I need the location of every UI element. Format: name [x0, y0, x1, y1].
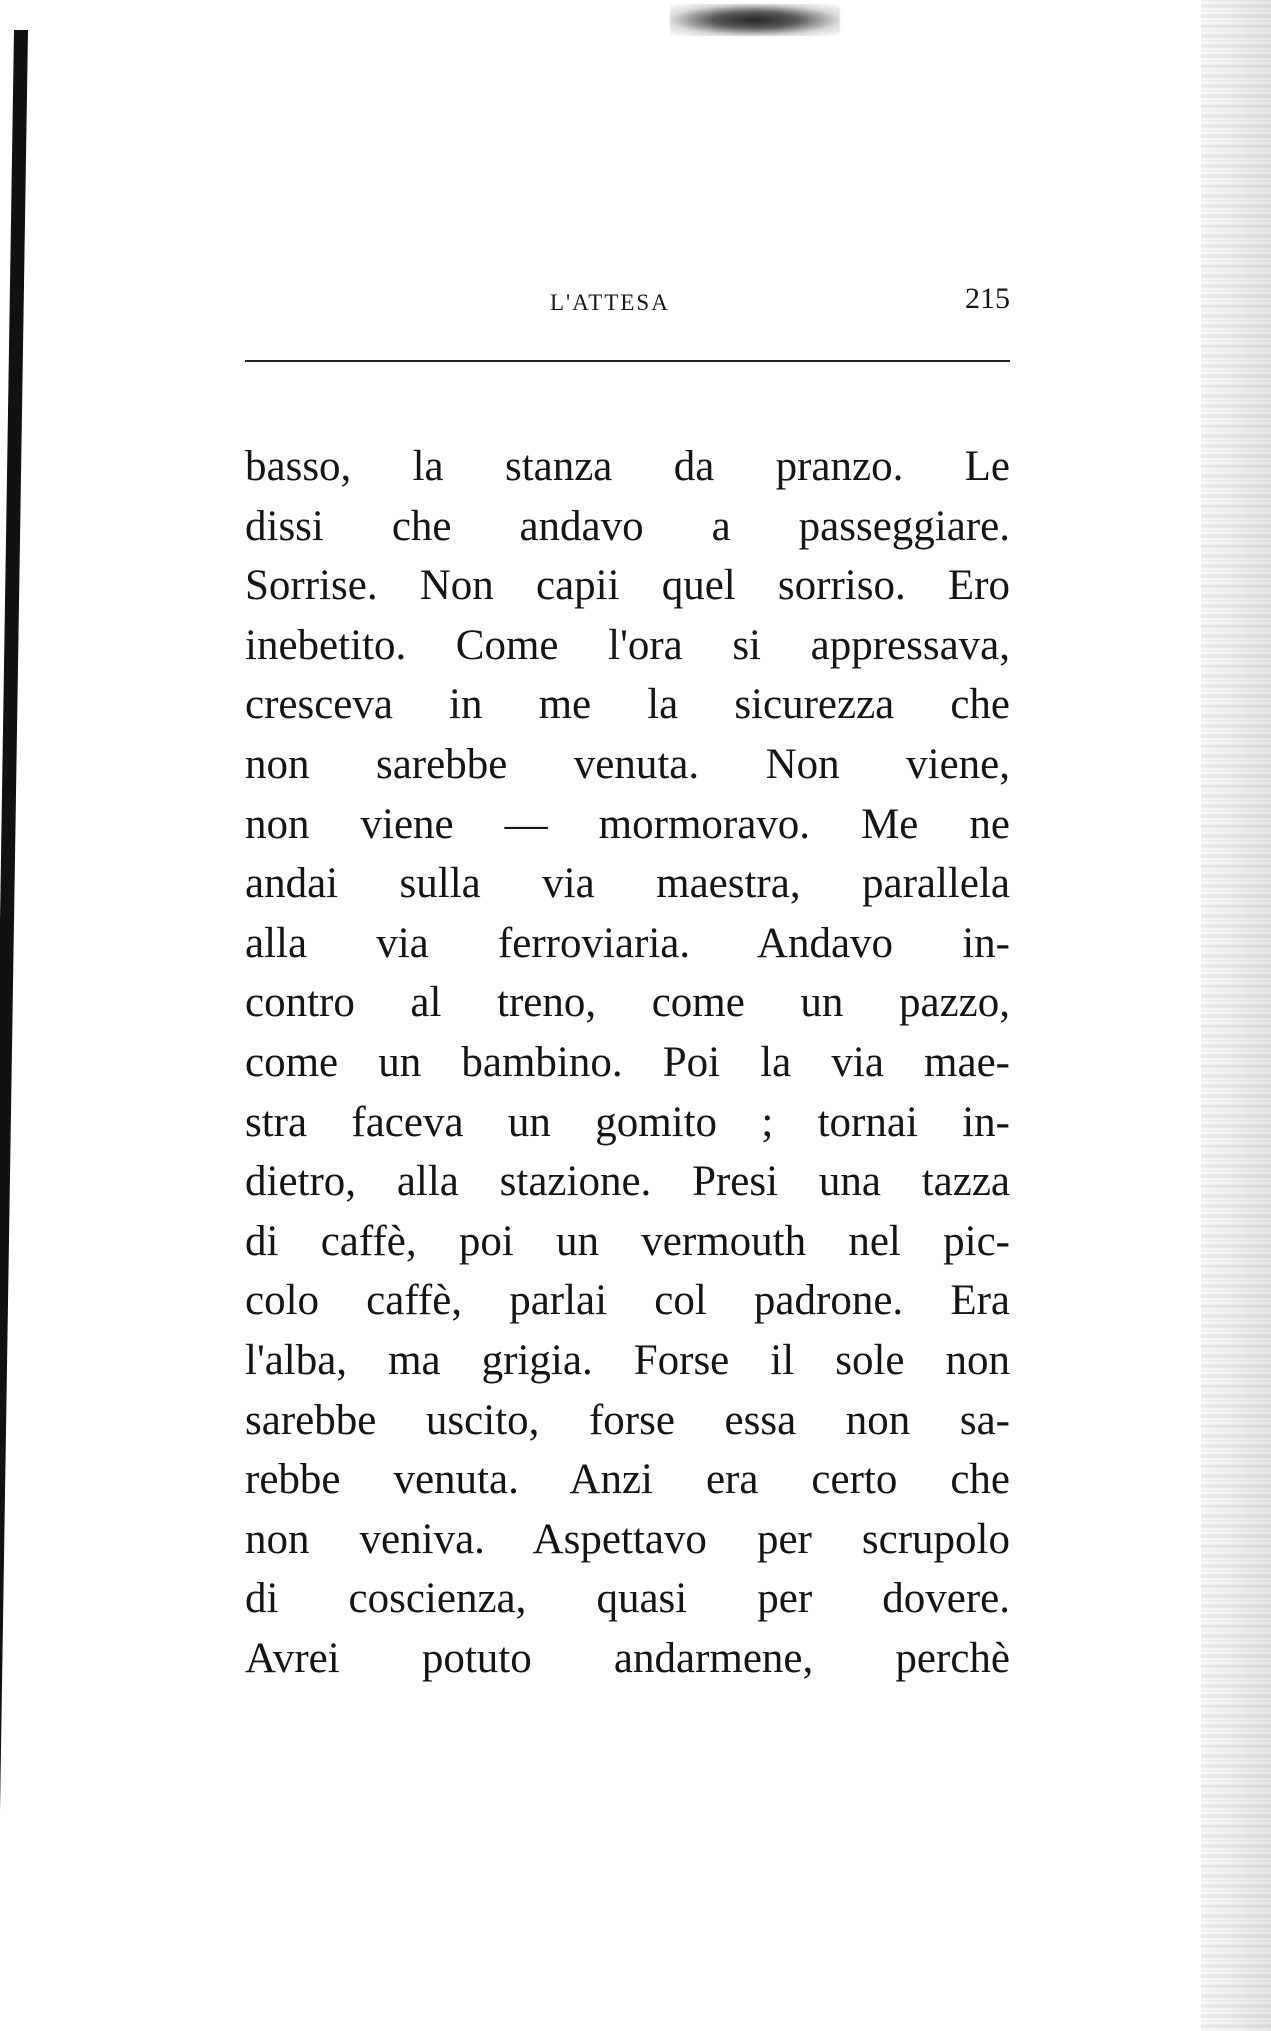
- text-line: dietro, alla stazione. Presi una tazza: [245, 1158, 1010, 1206]
- page-edge-shadow: [1201, 0, 1271, 2031]
- binding-edge-shadow: [0, 30, 28, 2020]
- text-line: contro al treno, come un pazzo,: [245, 979, 1010, 1027]
- text-line: sarebbe uscito, forse essa non sa-: [245, 1396, 1010, 1444]
- text-line: Avrei potuto andarmene, perchè: [245, 1634, 1010, 1682]
- text-line: alla via ferroviaria. Andavo in-: [245, 919, 1010, 967]
- text-line: l'alba, ma grigia. Forse il sole non: [245, 1336, 1010, 1384]
- body-text: [245, 437, 1010, 1688]
- page-header: [245, 282, 1010, 322]
- text-line: stra faceva un gomito ; tornai in-: [245, 1098, 1010, 1146]
- text-line: basso, la stanza da pranzo. Le: [245, 443, 1010, 490]
- page-number: 215: [965, 282, 1010, 315]
- text-line: inebetito. Come l'ora si appressava,: [245, 621, 1010, 669]
- text-line: rebbe venuta. Anzi era certo che: [245, 1456, 1010, 1504]
- text-line: come un bambino. Poi la via mae-: [245, 1038, 1010, 1086]
- text-line: cresceva in me la sicurezza che: [245, 681, 1010, 729]
- text-line: di coscienza, quasi per dovere.: [245, 1575, 1010, 1623]
- text-line: di caffè, poi un vermouth nel pic-: [245, 1217, 1010, 1265]
- text-line: Sorrise. Non capii quel sorriso. Ero: [245, 562, 1010, 610]
- text-line: non veniva. Aspettavo per scrupolo: [245, 1515, 1010, 1563]
- text-line: andai sulla via maestra, parallela: [245, 860, 1010, 908]
- text-line: colo caffè, parlai col padrone. Era: [245, 1277, 1010, 1325]
- header-rule: [245, 360, 1010, 362]
- text-line: dissi che andavo a passeggiare.: [245, 502, 1010, 550]
- text-line: non viene — mormoravo. Me ne: [245, 800, 1010, 848]
- ink-smudge: [670, 4, 840, 36]
- running-title: L'ATTESA: [550, 290, 670, 315]
- text-line: non sarebbe venuta. Non viene,: [245, 740, 1010, 788]
